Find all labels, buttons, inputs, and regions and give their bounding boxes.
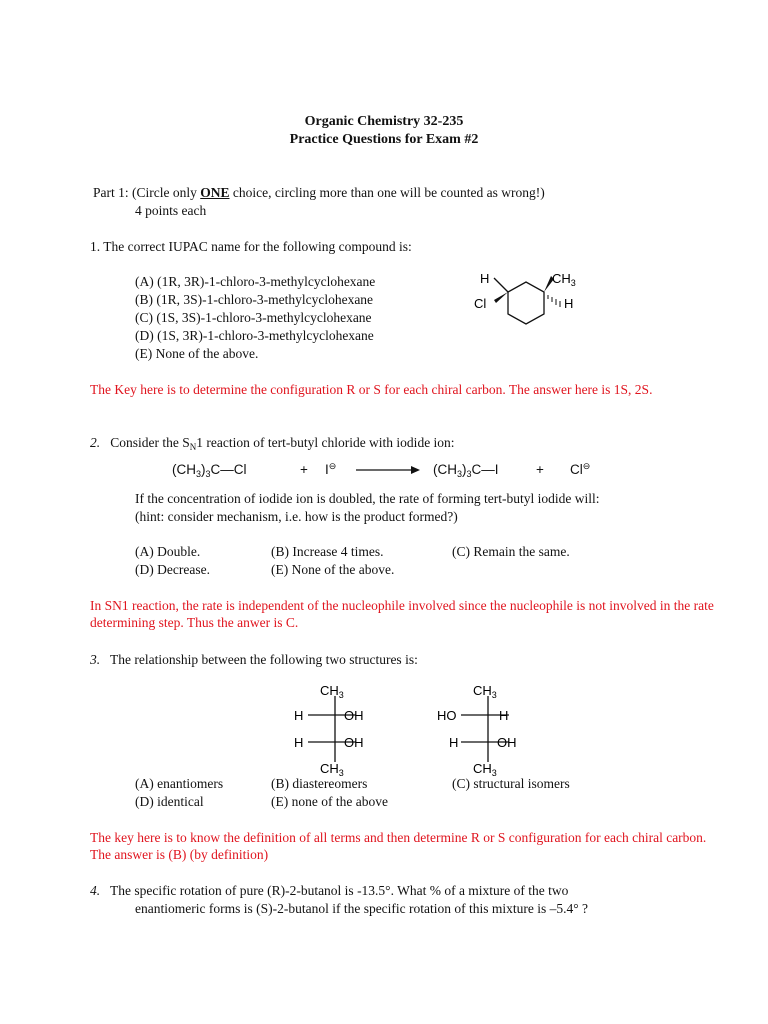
reaction-arrow-icon: [355, 464, 421, 476]
q3-left-r2-left: H: [294, 735, 304, 750]
q1-ch3-label: $CH_3$: [552, 271, 576, 288]
q3-right-r2-right: OH: [497, 735, 517, 750]
q1-cyclohexane-structure: [460, 262, 600, 352]
q3-choice-b[interactable]: (B) diastereomers: [271, 776, 368, 791]
q2-choice-a[interactable]: (A) Double.: [135, 544, 201, 559]
q3-fischer-left: [290, 682, 380, 778]
document-title: Organic Chemistry 32-235: [304, 114, 464, 129]
one-emphasis: ONE: [200, 185, 230, 200]
q2-iodide: I⊖: [325, 461, 337, 477]
document-subtitle: Practice Questions for Exam #2: [289, 132, 479, 147]
q3-left-r2-right: OH: [344, 735, 364, 750]
q1-h-label: H: [480, 271, 490, 286]
q2-choice-d[interactable]: (D) Decrease.: [135, 562, 210, 577]
q1-choice-c[interactable]: (C) (1S, 3S)-1-chloro-3-methylcyclohexane: [135, 310, 372, 325]
q2-choice-e[interactable]: (E) None of the above.: [271, 562, 395, 577]
q2-answer-explanation: In SN1 reaction, the rate is independent of the nucleophile involved since the nucleophile is not involved in the rate determining step. Thus the anwer is C.: [90, 598, 714, 630]
q3-choice-c[interactable]: (C) structural isomers: [452, 776, 570, 791]
q3-right-r2-left: H: [449, 735, 459, 750]
q2-plus-1: +: [300, 462, 308, 477]
q3-left-bottom: $CH_3$: [320, 761, 344, 778]
q2-reactant-tbutyl-chloride: $(CH_3)_3C—Cl$: [172, 462, 247, 479]
q3-left-r1-right: OH: [344, 708, 364, 723]
q4-prompt-line2: enantiomeric forms is (S)-2-butanol if the specific rotation of this mixture is –5.4° ?: [135, 901, 589, 916]
part1-points: 4 points each: [135, 203, 207, 218]
q3-right-top: $CH_3$: [473, 683, 497, 700]
q1-h2-label: H: [564, 296, 574, 311]
q3-left-r1-left: H: [294, 708, 304, 723]
q1-choice-e[interactable]: (E) None of the above.: [135, 346, 259, 361]
q2-chloride: Cl⊖: [570, 461, 591, 477]
q1-cl-label: Cl: [474, 296, 487, 311]
q4-prompt-line1: 4. The specific rotation of pure (R)-2-butanol is -13.5°. What % of a mixture of the two: [90, 883, 569, 898]
q1-choice-a[interactable]: (A) (1R, 3R)-1-chloro-3-methylcyclohexane: [135, 274, 376, 289]
q3-answer-explanation: The key here is to know the definition of all terms and then determine R or S configuration for each chiral carbon. The answer is (B) (by definition): [90, 830, 707, 862]
q2-hint: (hint: consider mechanism, i.e. how is the product formed?): [135, 509, 458, 524]
q3-right-r1-right: H: [499, 708, 509, 723]
q2-question-text: If the concentration of iodide ion is doubled, the rate of forming tert-butyl iodide will:: [135, 491, 600, 506]
q3-prompt: 3. The relationship between the following two structures is:: [90, 652, 418, 667]
q2-choice-c[interactable]: (C) Remain the same.: [452, 544, 570, 559]
q1-choice-d[interactable]: (D) (1S, 3R)-1-chloro-3-methylcyclohexane: [135, 328, 374, 343]
q2-choice-b[interactable]: (B) Increase 4 times.: [271, 544, 384, 559]
q3-left-top: $CH_3$: [320, 683, 344, 700]
q3-choice-e[interactable]: (E) none of the above: [271, 794, 388, 809]
q2-prompt: 2. Consider the $S_N1$ reaction of tert-butyl chloride with iodide ion:: [90, 435, 455, 452]
q3-right-r1-left: HO: [437, 708, 457, 723]
q2-product-tbutyl-iodide: $(CH_3)_3C—I$: [433, 462, 499, 479]
q1-choice-b[interactable]: (B) (1R, 3S)-1-chloro-3-methylcyclohexane: [135, 292, 374, 307]
q1-answer-explanation: The Key here is to determine the configuration R or S for each chiral carbon. The answer here is 1S, 2S.: [90, 382, 653, 397]
q3-right-bottom: $CH_3$: [473, 761, 497, 778]
q3-fischer-right: [433, 682, 533, 778]
q2-plus-2: +: [536, 462, 544, 477]
q3-choice-d[interactable]: (D) identical: [135, 794, 204, 809]
q3-choice-a[interactable]: (A) enantiomers: [135, 776, 224, 791]
q1-prompt: 1. The correct IUPAC name for the following compound is:: [90, 239, 412, 254]
part1-intro: Part 1: (Circle only ONE choice, circling more than one will be counted as wrong!): [93, 185, 545, 200]
